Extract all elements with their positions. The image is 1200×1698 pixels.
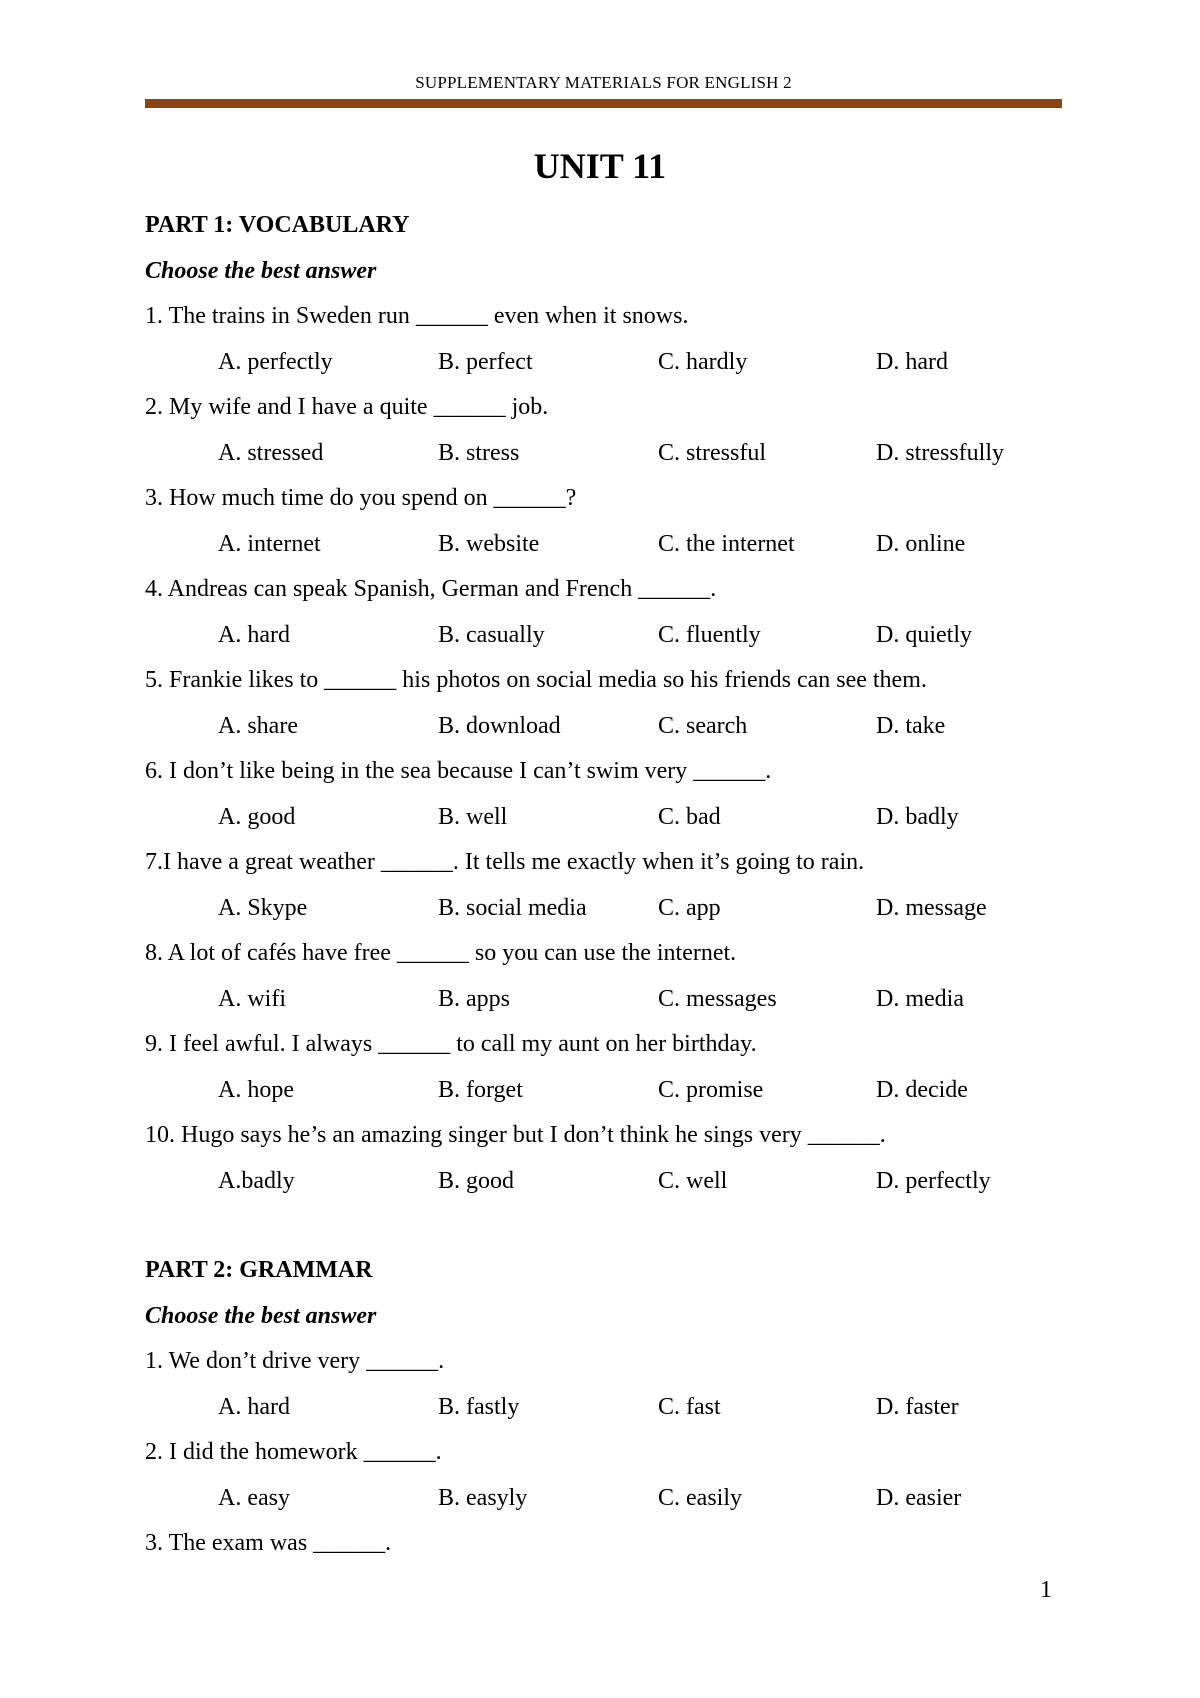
answer-option: B. website [438, 531, 540, 557]
question-text: 6. I don’t like being in the sea because I can’t swim very ______. [145, 758, 772, 784]
question-text: 4. Andreas can speak Spanish, German and French ______. [145, 576, 717, 602]
answer-option: A. Skype [218, 895, 308, 921]
answer-option: B. download [438, 713, 561, 739]
answer-option: B. stress [438, 440, 520, 466]
question-text: 7.I have a great weather ______. It tells me exactly when it’s going to rain. [145, 849, 865, 875]
answer-option: D. stressfully [876, 440, 1004, 466]
running-header: SUPPLEMENTARY MATERIALS FOR ENGLISH 2 [415, 73, 792, 92]
answer-option: C. bad [658, 804, 721, 830]
answer-option: A.badly [218, 1168, 295, 1194]
question-text: 5. Frankie likes to ______ his photos on social media so his friends can see them. [145, 667, 927, 693]
answer-option: A. perfectly [218, 349, 333, 375]
part2-heading: PART 2: GRAMMAR [145, 1257, 373, 1283]
answer-option: D. quietly [876, 622, 972, 648]
question-text: 1. The trains in Sweden run ______ even when it snows. [145, 303, 689, 329]
answer-option: D. hard [876, 349, 948, 375]
answer-option: C. hardly [658, 349, 748, 375]
part1-heading: PART 1: VOCABULARY [145, 212, 410, 238]
answer-option: D. online [876, 531, 966, 557]
answer-option: D. decide [876, 1077, 968, 1103]
question-text: 3. The exam was ______. [145, 1530, 392, 1556]
answer-option: A. hope [218, 1077, 294, 1103]
answer-option: C. well [658, 1168, 728, 1194]
answer-option: B. casually [438, 622, 545, 648]
answer-option: D. perfectly [876, 1168, 991, 1194]
answer-option: C. search [658, 713, 748, 739]
page-number: 1 [1040, 1577, 1052, 1603]
part2-instruction: Choose the best answer [145, 1303, 377, 1329]
answer-option: A. easy [218, 1485, 290, 1511]
answer-option: D. easier [876, 1485, 962, 1511]
question-text: 2. My wife and I have a quite ______ job. [145, 394, 549, 420]
answer-option: B. fastly [438, 1394, 520, 1420]
answer-option: C. app [658, 895, 721, 921]
question-text: 1. We don’t drive very ______. [145, 1348, 445, 1374]
answer-option: B. easyly [438, 1485, 528, 1511]
answer-option: D. message [876, 895, 987, 921]
answer-option: C. promise [658, 1077, 764, 1103]
answer-option: A. share [218, 713, 298, 739]
answer-option: A. good [218, 804, 296, 830]
answer-option: A. wifi [218, 986, 286, 1012]
answer-option: D. media [876, 986, 964, 1012]
answer-option: D. badly [876, 804, 959, 830]
question-text: 3. How much time do you spend on ______? [145, 485, 577, 511]
part1-instruction: Choose the best answer [145, 258, 377, 284]
answer-option: A. stressed [218, 440, 324, 466]
answer-option: C. easily [658, 1485, 742, 1511]
answer-option: A. internet [218, 531, 321, 557]
answer-option: B. social media [438, 895, 587, 921]
answer-option: D. take [876, 713, 946, 739]
question-text: 9. I feel awful. I always ______ to call my aunt on her birthday. [145, 1031, 757, 1057]
answer-option: C. fluently [658, 622, 761, 648]
answer-option: C. stressful [658, 440, 766, 466]
answer-option: B. well [438, 804, 508, 830]
answer-option: B. apps [438, 986, 510, 1012]
question-text: 2. I did the homework ______. [145, 1439, 442, 1465]
answer-option: A. hard [218, 622, 290, 648]
question-text: 10. Hugo says he’s an amazing singer but I don’t think he sings very ______. [145, 1122, 886, 1148]
answer-option: C. fast [658, 1394, 721, 1420]
answer-option: C. messages [658, 986, 777, 1012]
answer-option: B. forget [438, 1077, 523, 1103]
unit-title: UNIT 11 [533, 146, 667, 186]
answer-option: B. perfect [438, 349, 533, 375]
answer-option: C. the internet [658, 531, 795, 557]
answer-option: B. good [438, 1168, 515, 1194]
header-rule [145, 99, 1062, 108]
answer-option: D. faster [876, 1394, 959, 1420]
answer-option: A. hard [218, 1394, 290, 1420]
question-text: 8. A lot of cafés have free ______ so you can use the internet. [145, 940, 737, 966]
